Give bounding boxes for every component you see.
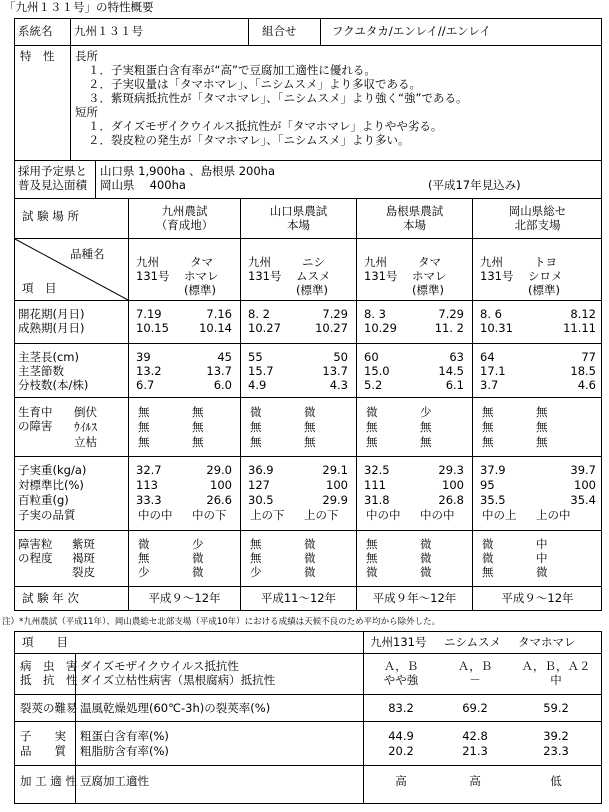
- cell-value: 95: [480, 478, 495, 492]
- variety-name: ニシ: [302, 255, 325, 269]
- row-label: 成熟期(月日): [18, 321, 85, 335]
- cell-value: 60: [364, 350, 379, 364]
- cell-value: 無: [192, 435, 204, 449]
- cell-value: 7.19: [136, 307, 162, 321]
- cell-value: 35.5: [480, 493, 506, 507]
- row-label: 立枯: [74, 435, 97, 449]
- cell-value: 上の下: [250, 508, 285, 522]
- cell-value: 中の中: [366, 508, 401, 522]
- row-category: 加 工 適 性: [20, 774, 77, 788]
- cell-value: 中の中: [420, 508, 455, 522]
- cell-value: 微: [192, 565, 204, 579]
- site-name: （育成地）: [155, 218, 214, 232]
- cell-value: 6.7: [136, 378, 155, 392]
- cell-value: 29.9: [322, 493, 348, 507]
- cell-value: 100: [442, 478, 464, 492]
- cell-value: 21.3: [462, 744, 488, 758]
- cell-value: 10.15: [136, 321, 169, 335]
- variety-name: 131号: [364, 269, 398, 283]
- row-label: 百粒重(g): [18, 493, 69, 507]
- cell-value: 中の下: [192, 508, 227, 522]
- cell-value: 63: [449, 350, 464, 364]
- adoption-label: 普及見込面積: [18, 178, 87, 192]
- cell-value: 83.2: [388, 701, 414, 715]
- cell-value: 10.27: [315, 321, 348, 335]
- row-category: 子 実: [20, 729, 66, 743]
- cell-value: 上の中: [536, 508, 571, 522]
- second-item-label: 項 目: [22, 635, 68, 649]
- cell-value: 13.2: [136, 364, 162, 378]
- cell-value: 4.3: [329, 378, 348, 392]
- cell-value: 11.11: [563, 321, 596, 335]
- cell-value: 26.6: [206, 493, 232, 507]
- row-category: 品 質: [20, 744, 66, 758]
- cell-value: 10.14: [199, 321, 232, 335]
- cell-value: 無: [192, 405, 204, 419]
- cell-value: 64: [480, 350, 495, 364]
- col-label-tamahomare: タマホマレ: [518, 635, 576, 649]
- cell-value: 無: [138, 420, 150, 434]
- cell-value: 42.8: [462, 729, 488, 743]
- cell-value: 44.9: [388, 729, 414, 743]
- cell-value: 無: [536, 420, 548, 434]
- cell-value: 32.5: [364, 463, 390, 477]
- cell-value: 無: [138, 405, 150, 419]
- cell-value: 55: [248, 350, 263, 364]
- cell-value: 32.7: [136, 463, 162, 477]
- cell-value: 37.9: [480, 463, 506, 477]
- cell-value: 微: [192, 551, 204, 565]
- variety-name: 131号: [248, 269, 282, 283]
- cell-value: 上の下: [304, 508, 339, 522]
- row-label: 主茎長(cm): [18, 350, 79, 364]
- cell-value: 35.4: [570, 493, 596, 507]
- row-category: 病 虫 害: [20, 659, 78, 673]
- cell-value: 中: [536, 537, 548, 551]
- row-label: 倒伏: [74, 405, 97, 419]
- cell-value: 微: [304, 405, 316, 419]
- variety-standard: (標準): [528, 283, 560, 297]
- row-item: 豆腐加工適性: [80, 774, 149, 788]
- variety-standard: (標準): [412, 283, 444, 297]
- cell-value: 127: [248, 478, 270, 492]
- site-name: 島根県農試: [385, 204, 444, 218]
- cell-value: 少: [192, 537, 204, 551]
- cell-value: 微: [250, 405, 262, 419]
- cell-value: 15.0: [364, 364, 390, 378]
- strength-item: ３．紫斑病抵抗性が「タマホマレ」、「ニシムスメ」より強く“強”である。: [88, 91, 468, 105]
- cell-value: 18.5: [570, 364, 596, 378]
- cell-value: 少: [138, 565, 150, 579]
- strength-item: １．子実粗蛋白含有率が“高”で豆腐加工適性に優れる。: [88, 63, 376, 77]
- variety-name: 131号: [136, 269, 170, 283]
- cell-value: 微: [304, 537, 316, 551]
- cell-value: 無: [366, 420, 378, 434]
- cell-value: 微: [304, 565, 316, 579]
- cell-value: 14.5: [438, 364, 464, 378]
- variety-name: トヨ: [534, 255, 557, 269]
- cell-value: 10.27: [248, 321, 281, 335]
- cell-value: 13.7: [206, 364, 232, 378]
- cell-value: 中の中: [138, 508, 173, 522]
- cell-value: 微: [482, 537, 494, 551]
- cell-value: 無: [420, 420, 432, 434]
- cell-value: 平成11～12年: [260, 591, 337, 605]
- site-name: 九州農試: [161, 204, 208, 218]
- cell-value: 4.6: [577, 378, 596, 392]
- lineage-label: 系統名: [18, 24, 53, 38]
- adoption-line: 山口県 1,900ha 、島根県 200ha: [100, 164, 276, 178]
- cell-value: 30.5: [248, 493, 274, 507]
- cell-value: 10.29: [364, 321, 397, 335]
- cell-value: 中: [550, 673, 562, 687]
- cell-value: 無: [482, 435, 494, 449]
- cell-value: 低: [550, 774, 562, 788]
- cell-value: 微: [420, 551, 432, 565]
- cell-value: 31.8: [364, 493, 390, 507]
- site-name: 山口県農試: [269, 204, 328, 218]
- cell-value: 26.8: [438, 493, 464, 507]
- weakness-item: ２．裂皮粒の発生が「タマホマレ」、「ニシムスメ」より多い。: [88, 133, 410, 147]
- lineage-value: 九州１３１号: [74, 24, 143, 38]
- cell-value: 微: [420, 565, 432, 579]
- cell-value: 無: [366, 537, 378, 551]
- cell-value: 59.2: [543, 701, 569, 715]
- cell-value: 無: [250, 420, 262, 434]
- cell-value: 29.0: [206, 463, 232, 477]
- adoption-label: 採用予定県と: [18, 164, 87, 178]
- cell-value: 中: [536, 551, 548, 565]
- cell-value: 29.1: [322, 463, 348, 477]
- cell-value: 無: [250, 551, 262, 565]
- adoption-line: 岡山県 400ha: [100, 178, 186, 192]
- cell-value: Ａ，Ｂ: [457, 659, 493, 673]
- row-label: 子実の品質: [18, 508, 76, 522]
- cell-value: 無: [192, 420, 204, 434]
- cell-value: 69.2: [462, 701, 488, 715]
- row-category: 裂莢の難易: [20, 701, 78, 715]
- cell-value: 無: [304, 420, 316, 434]
- cell-value: 無: [420, 435, 432, 449]
- site-name: 本場: [287, 218, 310, 232]
- cell-value: Ａ，Ｂ: [383, 659, 419, 673]
- cell-value: 13.7: [322, 364, 348, 378]
- document-title: 「九州１３１号」の特性概要: [4, 0, 154, 14]
- weaknesses-title: 短所: [75, 105, 98, 119]
- footnote: 注）*九州農試（平成11年）、岡山農総セ北部支場（平成10年）における成績は天候不良のため平均から除外した。: [2, 617, 441, 627]
- cell-value: 100: [326, 478, 348, 492]
- variety-name: タマ: [190, 255, 213, 269]
- variety-name: 131号: [480, 269, 514, 283]
- cell-value: 微: [304, 551, 316, 565]
- row-label: 紫斑: [72, 537, 95, 551]
- variety-name: 九州: [480, 255, 503, 269]
- cell-value: 微: [536, 565, 548, 579]
- row-label: 子実重(kg/a): [18, 463, 87, 477]
- cell-value: 無: [250, 537, 262, 551]
- site-name: 本場: [403, 218, 426, 232]
- group-label: 生育中: [18, 405, 53, 419]
- variety-name: タマ: [418, 255, 441, 269]
- cell-value: 無: [536, 405, 548, 419]
- test-sites-label: 試 験 場 所: [22, 209, 79, 223]
- cell-value: 10.31: [480, 321, 513, 335]
- row-label: 開花期(月日): [18, 307, 85, 321]
- row-label: 裂皮: [72, 565, 95, 579]
- cell-value: 100: [574, 478, 596, 492]
- cell-value: 微: [366, 405, 378, 419]
- cell-value: 微: [482, 551, 494, 565]
- cell-value: 無: [482, 565, 494, 579]
- variety-name: 九州: [248, 255, 271, 269]
- group-label: 障害粒: [18, 537, 53, 551]
- cell-value: 7.16: [206, 307, 232, 321]
- variety-label: 品種名: [70, 247, 105, 261]
- col-label-nishimusume: ニシムスメ: [444, 635, 502, 649]
- cell-value: 微: [420, 537, 432, 551]
- cell-value: 無: [366, 435, 378, 449]
- cell-value: 39.7: [570, 463, 596, 477]
- cross-value: フクユタカ/エンレイ//エンレイ: [332, 24, 491, 38]
- col-label-kyushu: 九州131号: [370, 635, 427, 649]
- row-item: ダイズモザイクウイルス抵抗性: [80, 659, 239, 673]
- cell-value: 無: [366, 551, 378, 565]
- variety-name: ムスメ: [296, 269, 331, 283]
- cell-value: 無: [482, 420, 494, 434]
- variety-name: 九州: [364, 255, 387, 269]
- cell-value: 8.12: [570, 307, 596, 321]
- cross-label: 組合せ: [262, 24, 297, 38]
- cell-value: 無: [138, 435, 150, 449]
- row-item: 粗脂肪含有率(%): [80, 744, 169, 758]
- cell-value: Ａ，Ｂ，Ａ２: [521, 659, 591, 673]
- cell-value: 中の上: [482, 508, 517, 522]
- cell-value: －: [469, 673, 481, 687]
- variety-name: ホマレ: [184, 269, 219, 283]
- group-label: の程度: [18, 551, 53, 565]
- cell-value: 6.1: [445, 378, 464, 392]
- cell-value: 113: [136, 478, 158, 492]
- cell-value: 高: [395, 774, 407, 788]
- variety-name: ホマレ: [412, 269, 447, 283]
- cell-value: 39.2: [543, 729, 569, 743]
- row-label: 分枝数(本/株): [18, 378, 89, 392]
- cell-value: 少: [420, 405, 432, 419]
- row-category: 抵 抗 性: [20, 673, 78, 687]
- cell-value: 45: [217, 350, 232, 364]
- cell-value: 無: [138, 551, 150, 565]
- variety-name: 九州: [136, 255, 159, 269]
- cell-value: 無: [250, 435, 262, 449]
- cell-value: 39: [136, 350, 151, 364]
- strengths-title: 長所: [75, 49, 98, 63]
- group-label: の障害: [18, 419, 53, 433]
- cell-value: 8. 2: [248, 307, 270, 321]
- cell-value: 7.29: [322, 307, 348, 321]
- cell-value: 23.3: [543, 744, 569, 758]
- cell-value: 6.0: [213, 378, 232, 392]
- variety-name: シロメ: [528, 269, 563, 283]
- row-label: 主茎節数: [18, 364, 64, 378]
- cell-value: 平成９～12年: [501, 591, 574, 605]
- site-name: 岡山県総セ: [508, 204, 567, 218]
- cell-value: 5.2: [364, 378, 383, 392]
- row-label: ｳｲﾙｽ: [74, 420, 97, 434]
- variety-standard: (標準): [184, 283, 216, 297]
- cell-value: 平成９年～12年: [372, 591, 457, 605]
- traits-label: 特 性: [20, 49, 55, 63]
- cell-value: 17.1: [480, 364, 506, 378]
- cell-value: 8. 3: [364, 307, 386, 321]
- row-label: 褐斑: [72, 551, 95, 565]
- site-name: 北部支場: [514, 218, 561, 232]
- cell-value: 8. 6: [480, 307, 502, 321]
- cell-value: やや強: [383, 673, 419, 687]
- row-item: ダイズ立枯性病害（黒根腐病）抵抗性: [80, 673, 276, 687]
- row-item: 粗蛋白含有率(%): [80, 729, 169, 743]
- cell-value: 100: [210, 478, 232, 492]
- cell-value: 50: [333, 350, 348, 364]
- row-label: 対標準比(%): [18, 478, 84, 492]
- item-label: 項 目: [22, 281, 57, 295]
- variety-standard: (標準): [296, 283, 328, 297]
- cell-value: 微: [366, 565, 378, 579]
- cell-value: 無: [536, 435, 548, 449]
- cell-value: 11. 2: [434, 321, 464, 335]
- cell-value: 15.7: [248, 364, 274, 378]
- adoption-note: (平成17年見込み): [428, 178, 521, 192]
- cell-value: 3.7: [480, 378, 499, 392]
- cell-value: 20.2: [388, 744, 414, 758]
- cell-value: 29.3: [438, 463, 464, 477]
- weakness-item: １．ダイズモザイクウイルス抵抗性が「タマホマレ」よりやや劣る。: [88, 119, 443, 133]
- cell-value: 無: [304, 435, 316, 449]
- cell-value: 高: [469, 774, 481, 788]
- cell-value: 4.9: [248, 378, 267, 392]
- cell-value: 少: [250, 565, 262, 579]
- cell-value: 111: [364, 478, 386, 492]
- cell-value: 7.29: [438, 307, 464, 321]
- cell-value: 平成９～12年: [148, 591, 221, 605]
- strength-item: ２．子実収量は「タマホマレ」、「ニシムスメ」より多収である。: [88, 77, 422, 91]
- cell-value: 無: [482, 405, 494, 419]
- cell-value: 77: [581, 350, 596, 364]
- cell-value: 33.3: [136, 493, 162, 507]
- cell-value: 微: [138, 537, 150, 551]
- row-label: 試 験 年 次: [22, 591, 79, 605]
- cell-value: 36.9: [248, 463, 274, 477]
- row-item: 温風乾燥処理(60℃-3h)の裂莢率(%): [80, 701, 271, 715]
